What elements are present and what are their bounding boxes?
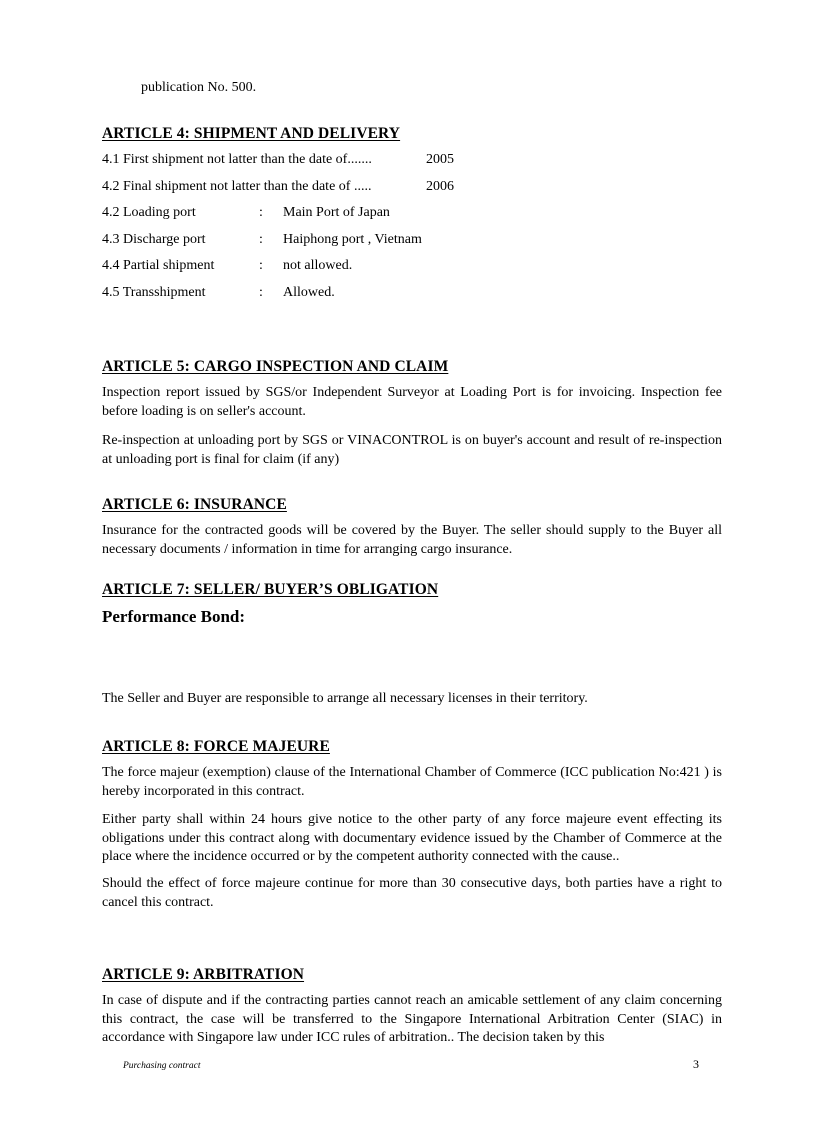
page-number: 3 <box>693 1057 699 1071</box>
row-value: Main Port of Japan <box>283 205 390 220</box>
row-label: 4.4 Partial shipment <box>102 258 215 273</box>
row-separator: : <box>259 205 263 220</box>
article5-paragraph: Inspection report issued by SGS/or Independent Surveyor at Loading Port is for invoicing. Inspection fee before loading is on seller's account. <box>102 385 722 419</box>
performance-bond-subheading: Performance Bond: <box>102 607 246 626</box>
row-value: 2005 <box>426 152 454 167</box>
article8-paragraph: Should the effect of force majeure continue for more than 30 consecutive days, both parties have a right to cancel this contract. <box>102 876 722 910</box>
row-value: not allowed. <box>283 258 353 273</box>
article7-paragraph: The Seller and Buyer are responsible to arrange all necessary licenses in their territory. <box>102 691 588 706</box>
row-value: 2006 <box>426 179 454 194</box>
article7-heading: ARTICLE 7: SELLER/ BUYER’S OBLIGATION <box>102 581 439 598</box>
row-label: 4.2 Loading port <box>102 205 196 220</box>
footer-title: Purchasing contract <box>123 1061 201 1071</box>
intro-line: publication No. 500. <box>141 80 257 95</box>
row-value: Haiphong port , Vietnam <box>283 232 422 247</box>
article8-paragraph: Either party shall within 24 hours give notice to the other party of any force majeure event effecting its obligations under this contract along with documentary evidence issued by the Chamber of Commerce at the place where the incidence occurred or by the competent authority connected with the cause.. <box>102 812 722 864</box>
row-separator: : <box>259 232 263 247</box>
row-label: 4.3 Discharge port <box>102 232 206 247</box>
row-separator: : <box>259 285 263 300</box>
article8-paragraph: The force majeur (exemption) clause of the International Chamber of Commerce (ICC publication No:421 ) is hereby incorporated in this contract. <box>102 765 722 799</box>
article5-paragraph: Re-inspection at unloading port by SGS or VINACONTROL is on buyer's account and result of re-inspection at unloading port is final for claim (if any) <box>102 433 722 467</box>
row-label: 4.5 Transshipment <box>102 285 206 300</box>
row-separator: : <box>259 258 263 273</box>
article8-heading: ARTICLE 8: FORCE MAJEURE <box>102 738 330 755</box>
article6-heading: ARTICLE 6: INSURANCE <box>102 496 287 513</box>
article4-heading: ARTICLE 4: SHIPMENT AND DELIVERY <box>102 125 401 142</box>
row-value: Allowed. <box>283 285 335 300</box>
article6-paragraph: Insurance for the contracted goods will be covered by the Buyer. The seller should supply to the Buyer all necessary documents / information in time for arranging cargo insurance. <box>102 523 722 557</box>
article9-paragraph: In case of dispute and if the contracting parties cannot reach an amicable settlement of any claim concerning this contract, the case will be transferred to the Singapore International Arbitration Center (SIAC) in accordance with Singapore law under ICC rules of arbitration.. The decision taken by this <box>102 993 722 1045</box>
article9-heading: ARTICLE 9: ARBITRATION <box>102 966 305 983</box>
row-label: 4.1 First shipment not latter than the date of....... <box>102 152 372 167</box>
row-label: 4.2 Final shipment not latter than the date of ..... <box>102 179 372 194</box>
article5-heading: ARTICLE 5: CARGO INSPECTION AND CLAIM <box>102 358 449 375</box>
